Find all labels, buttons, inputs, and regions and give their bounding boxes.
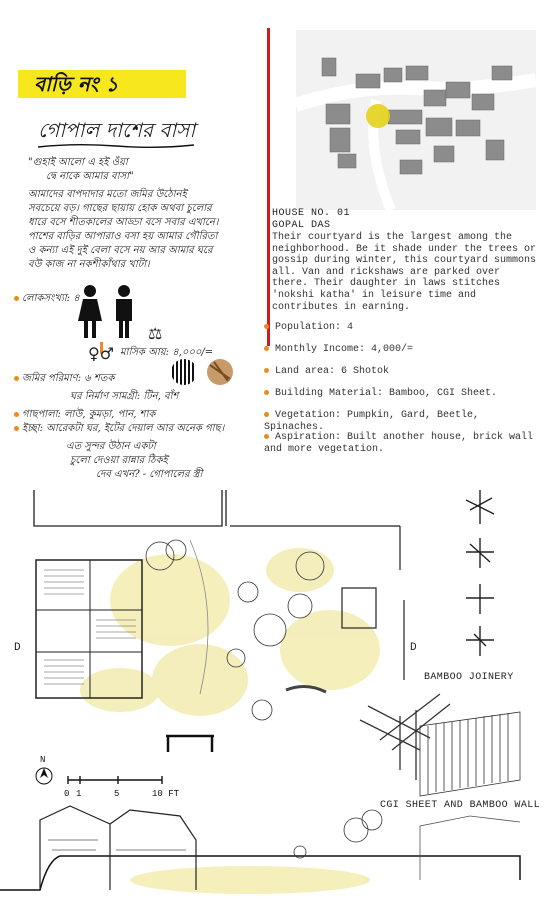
cgi-wall-label: CGI SHEET AND BAMBOO WALL — [380, 800, 541, 811]
scale-balance-icon: ⚖ — [148, 324, 163, 343]
fact-income: Monthly Income: 4,000/= — [264, 344, 413, 356]
house-number: HOUSE NO. 01 — [272, 208, 351, 219]
fact-population: Population: 4 — [264, 322, 353, 334]
house-heading — [272, 208, 350, 232]
subtitle-underline — [36, 142, 196, 150]
gender-icon: ♀♂ — [88, 344, 115, 363]
story-line: আমাদের বাপদাদার মতো জমির উঠোনই — [28, 189, 187, 200]
story-line: ধারে বসে শীতকালের আড্ডা বসে সবার এখানে। — [28, 217, 219, 228]
story-paragraph — [28, 188, 264, 272]
owner-name: GOPAL DAS — [272, 220, 331, 231]
bullet-icon — [14, 376, 19, 381]
fact-aspiration: Aspiration: Built another house, brick wall and more vegetation. — [264, 432, 534, 455]
story-line: সবচেয়ে বড়। গাছের ছায়ায় হোক অথবা চুলোর — [28, 203, 212, 214]
section-mark-right: D — [410, 642, 417, 654]
bullet-icon — [264, 412, 269, 417]
closing-line: চুলো দেওয়া রান্নার ঠিকই — [70, 455, 168, 466]
scale-0: 0 — [64, 789, 70, 799]
fact-land: Land area: 6 Shotok — [264, 366, 389, 378]
scale-5: 5 — [114, 789, 120, 799]
quote-line: দ্বে নাকে আমার বাসা" — [46, 171, 134, 182]
bullet-icon — [264, 368, 269, 373]
bullet-icon — [264, 390, 269, 395]
income-note: মাসিক আয়: ৪,০০০/= — [120, 347, 214, 358]
material-swatches — [170, 357, 238, 387]
subtitle-bangla: গোপাল দাশের বাসা — [38, 118, 196, 142]
fact-material: Building Material: Bamboo, CGI Sheet. — [264, 388, 497, 400]
fact-vegetation: Vegetation: Pumpkin, Gard, Beetle, Spinaches. — [264, 410, 480, 433]
quote-block — [28, 156, 258, 184]
material-note: ঘর নির্মাণ সামগ্রী: টিন, বাঁশ — [70, 391, 179, 402]
house-description: Their courtyard is the largest among the neighborhood. Be it shade under the trees or gossip during winter, this courtyard summons all. Van and rickshaws are parked over there. Their daughter in laws stitches 'nokshi katha' in leisure time and contributes in earning. — [272, 232, 537, 313]
closing-quote — [66, 440, 266, 482]
bullet-icon — [264, 324, 269, 329]
bullet-icon — [264, 434, 269, 439]
bullet-icon — [14, 426, 19, 431]
site-map — [296, 30, 536, 210]
aspiration-note: ইচ্ছা: আরেকটা ঘর, ইটের দেয়াল আর অনেক গাছ। — [14, 422, 224, 436]
bullet-icon — [14, 412, 19, 417]
north-label: N — [40, 755, 46, 765]
story-line: পাশের বাড়ির আপারাও বসা হয় আমার গৌরিতা — [28, 231, 218, 242]
red-divider — [267, 28, 270, 346]
closing-line: এত সুন্দর উঠান একটা — [66, 441, 156, 452]
story-line: বউ কাজ না নকশীকাঁথার খাটা। — [28, 259, 150, 270]
bullet-icon — [14, 296, 19, 301]
population-note: লোকসংখ্যা: ৪ — [14, 292, 80, 306]
closing-line: দেব এখন? - গোপালের স্ত্রী — [96, 469, 203, 480]
bullet-icon — [264, 346, 269, 351]
bamboo-joinery-label: BAMBOO JOINERY — [424, 672, 514, 683]
land-note: জমির পরিমাণ: ৬ শতক — [14, 372, 114, 386]
vegetation-note: গাছপালা: লাউ, কুমড়া, পান, শাক — [14, 408, 155, 422]
page-title-bangla: বাড়ি নং ১ — [34, 72, 119, 96]
quote-line: "গুহাই আলো এ হই ওঁয়া — [28, 157, 128, 168]
section-mark-left: D — [14, 642, 21, 654]
site-plan-drawing — [0, 480, 544, 904]
scale-1: 1 — [76, 789, 82, 799]
scale-10: 10 FT — [152, 789, 180, 799]
story-line: ও কন্যা এই দুই বেলা বসে নয় আর আমার ঘরে — [28, 245, 213, 256]
